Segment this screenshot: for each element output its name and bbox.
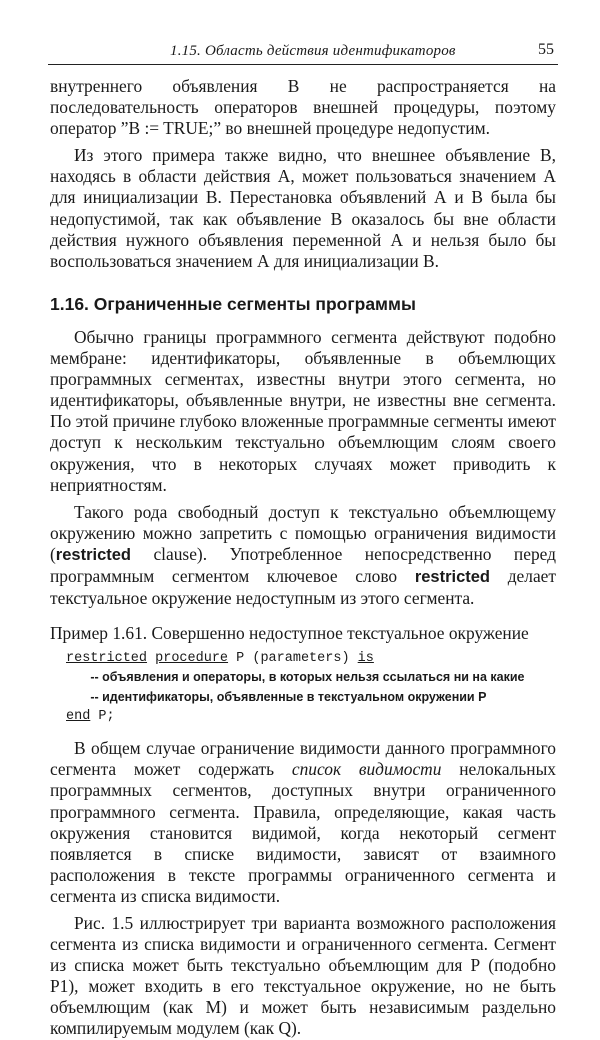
code-keyword-restricted: restricted	[66, 651, 148, 667]
code-comment-2: -- идентификаторы, объявленные в текстуальном окружении P	[90, 690, 487, 705]
paragraph-4	[50, 502, 556, 609]
code-keyword-is: is	[357, 651, 374, 667]
code-line-4	[66, 708, 556, 726]
paragraph-1: внутреннего объявления В не распространяется на последовательность операторов внешней процедуры, поэтому оператор ”B := TRUE;” во внешней процедуре недопустим.	[50, 76, 556, 139]
code-keyword-procedure: procedure	[155, 651, 229, 667]
code-comment-1: -- объявления и операторы, в которых нельзя ссылаться ни на какие	[90, 670, 525, 685]
paragraph-4-text-1: Такого рода свободный доступ к текстуально объемлющему окружению можно запретить с помощью ограничения видимости (	[50, 501, 556, 564]
code-signature: P (parameters)	[228, 651, 358, 667]
code-line-2	[66, 668, 556, 688]
example-caption: Пример 1.61. Совершенно недоступное текстуальное окружение	[50, 623, 529, 644]
code-line-3	[66, 688, 556, 708]
keyword-restricted: restricted	[55, 545, 131, 564]
keyword-restricted: restricted	[414, 567, 491, 586]
code-line-1	[66, 650, 556, 668]
paragraph-5-text-2: нелокальных программных сегментов, доступных внутри ограниченного программного сегмента. Правила, определяющие, какая часть окружения становится видимой, когда некоторый сегмент появляется в списке видимости, зависят от взаимного расположения в тексте программы ограниченного сегмента и сегмента из списка видимости.	[50, 759, 556, 906]
paragraph-6: Рис. 1.5 иллюстрирует три варианта возможного расположения сегмента из списка видимости и ограниченного сегмента. Сегмент из списка может быть текстуально объемлющим для Р (подобно Р1), может входить в его текстуальное окружение, но не быть объемлющим (как М) и может быть независимым раздельно компилируемым модулем (как Q).	[50, 913, 556, 1039]
code-example	[66, 650, 556, 726]
paragraph-4-text-2: clause). Употребленное непосредственно перед программным сегментом ключевое слово	[50, 543, 556, 586]
page-number: 55	[538, 41, 554, 58]
paragraph-3: Обычно границы программного сегмента действуют подобно мембране: идентификаторы, объявленные в объемлющих программных сегментах, известны внутри этого сегмента, но идентификаторы, объявленные внутри, не известны вне сегмента. По этой причине глубоко вложенные программные сегменты имеют доступ к нескольким текстуально объемлющим слоям своего окружения, что в некоторых случаях может приводить к неприятностям.	[50, 326, 556, 495]
paragraph-2: Из этого примера также видно, что внешнее объявление В, находясь в области действия А, может пользоваться значением А для инициализации В. Перестановка объявлений А и В была бы недопустимой, так как объявление В оказалось бы вне области действия нужного объявления переменной А и нельзя было бы воспользоваться значением А для инициализации В.	[50, 145, 556, 271]
paragraph-5-text-1: В общем случае ограничение видимости данного программного сегмента может содержать	[50, 738, 556, 780]
running-head	[48, 40, 558, 65]
term-visibility-list: список видимости	[291, 759, 442, 780]
paragraph-5	[50, 738, 556, 907]
section-heading: 1.16. Ограниченные сегменты программы	[50, 293, 416, 314]
code-keyword-end: end	[66, 709, 91, 725]
paragraph-4-text-3: делает текстуальное окружение недоступным из этого сегмента.	[50, 565, 556, 609]
page-body	[50, 76, 556, 1040]
code-end-rest: P;	[90, 709, 115, 725]
running-title: 1.15. Область действия идентификаторов	[170, 43, 456, 59]
